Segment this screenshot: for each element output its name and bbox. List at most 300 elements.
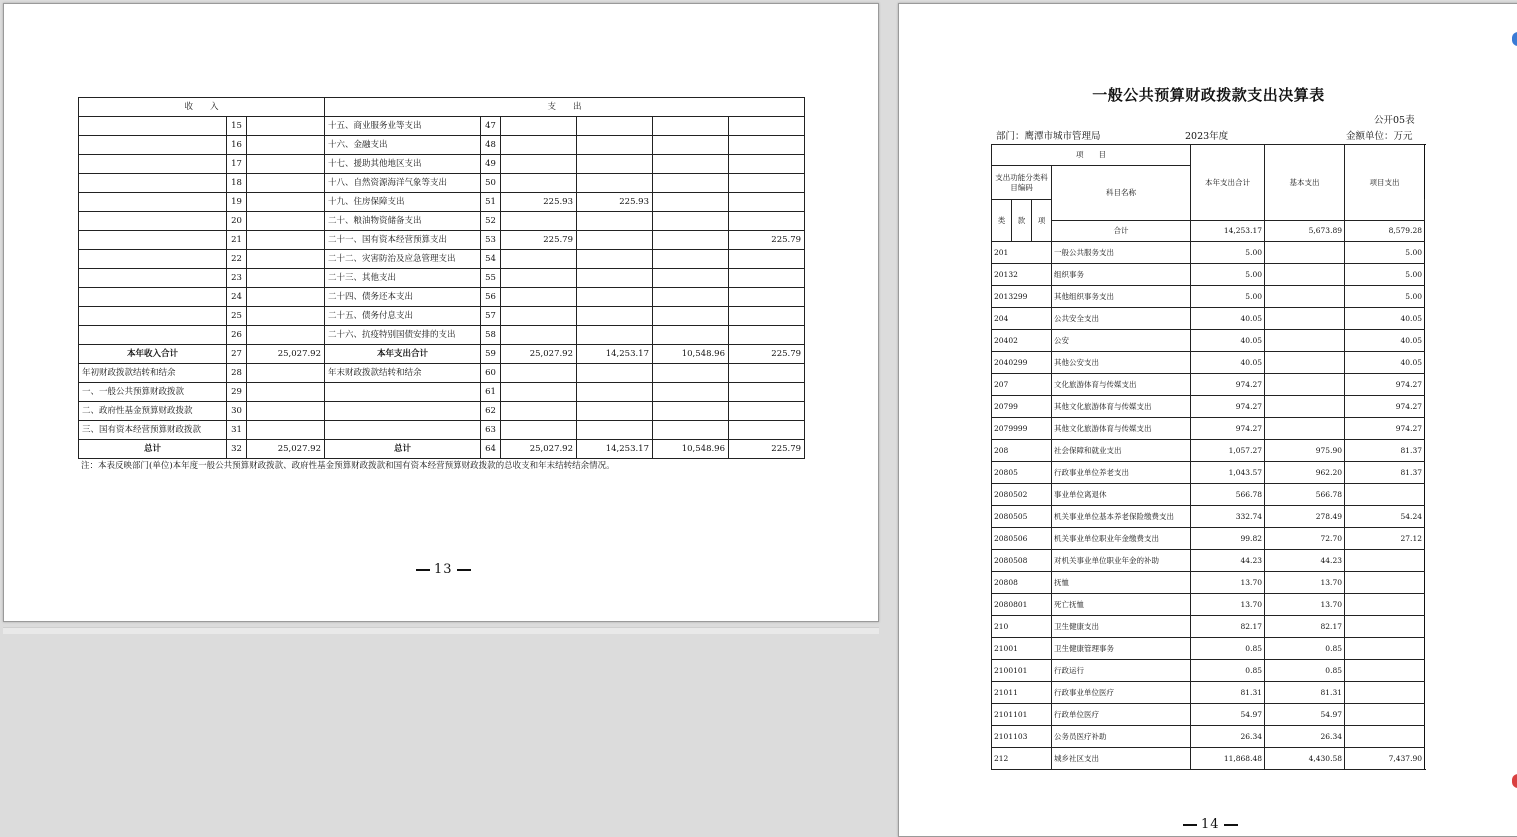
year-label: 2023年度	[1185, 131, 1229, 142]
cell-b	[1265, 308, 1345, 330]
cell-v4	[729, 212, 805, 231]
cell-b: 26.34	[1265, 726, 1345, 748]
cell-code: 21001	[992, 638, 1052, 660]
cell-v4	[729, 307, 805, 326]
cell-lv	[247, 174, 325, 193]
cell-li: 本年收入合计	[79, 345, 227, 364]
cell-lv	[247, 136, 325, 155]
cell-lv: 25,027.92	[247, 440, 325, 459]
cell-name: 卫生健康管理事务	[1052, 638, 1191, 660]
cell-name: 其他文化旅游体育与传媒支出	[1052, 418, 1191, 440]
cell-b: 13.70	[1265, 594, 1345, 616]
cell-code: 2101103	[992, 726, 1052, 748]
cell-v2	[577, 307, 653, 326]
cell-li	[79, 193, 227, 212]
sum-project: 8,579.28	[1345, 221, 1425, 242]
cell-p	[1345, 638, 1425, 660]
cell-t: 0.85	[1191, 638, 1265, 660]
table-row	[79, 174, 805, 193]
cell-li: 三、国有资本经营预算财政拨款	[79, 421, 227, 440]
cell-v1	[501, 212, 577, 231]
cell-ln: 16	[227, 136, 247, 155]
cell-p	[1345, 550, 1425, 572]
cell-lv	[247, 193, 325, 212]
cell-name: 抚恤	[1052, 572, 1191, 594]
cell-name: 组织事务	[1052, 264, 1191, 286]
cell-t: 332.74	[1191, 506, 1265, 528]
cell-v3	[653, 421, 729, 440]
cell-lv	[247, 383, 325, 402]
cell-b	[1265, 374, 1345, 396]
cell-code: 20805	[992, 462, 1052, 484]
cell-code: 201	[992, 242, 1052, 264]
cell-name: 公安	[1052, 330, 1191, 352]
cell-name: 行政运行	[1052, 660, 1191, 682]
unit-label: 金额单位：万元	[1346, 131, 1413, 142]
cell-rt: 二十二、灾害防治及应急管理支出	[325, 250, 481, 269]
table-row	[79, 288, 805, 307]
header-lei: 类	[992, 200, 1012, 242]
cell-v3	[653, 383, 729, 402]
cell-b	[1265, 396, 1345, 418]
cell-code: 2079999	[992, 418, 1052, 440]
cell-rn: 49	[481, 155, 501, 174]
cell-v3: 10,548.96	[653, 345, 729, 364]
cell-v3	[653, 307, 729, 326]
cell-v4	[729, 421, 805, 440]
cell-rn: 57	[481, 307, 501, 326]
cell-rn: 61	[481, 383, 501, 402]
table-row	[79, 326, 805, 345]
table-row	[992, 528, 1425, 550]
table-row	[992, 660, 1425, 682]
cell-v2	[577, 136, 653, 155]
cell-rn: 64	[481, 440, 501, 459]
cell-p: 27.12	[1345, 528, 1425, 550]
cell-lv	[247, 364, 325, 383]
cell-t: 40.05	[1191, 308, 1265, 330]
cell-b	[1265, 418, 1345, 440]
side-tab-icon[interactable]	[1512, 774, 1517, 788]
income-header: 收 入	[79, 98, 325, 117]
cell-ln: 30	[227, 402, 247, 421]
cell-ln: 24	[227, 288, 247, 307]
cell-name: 社会保障和就业支出	[1052, 440, 1191, 462]
cell-lv	[247, 307, 325, 326]
cell-name: 城乡社区支出	[1052, 748, 1191, 770]
cell-name: 一般公共服务支出	[1052, 242, 1191, 264]
cell-rt: 本年支出合计	[325, 345, 481, 364]
cell-t: 5.00	[1191, 286, 1265, 308]
header-project: 项 目	[992, 145, 1191, 166]
cell-v3	[653, 364, 729, 383]
table-row	[992, 550, 1425, 572]
cell-v3	[653, 193, 729, 212]
cell-t: 44.23	[1191, 550, 1265, 572]
cell-v3	[653, 402, 729, 421]
table-row	[992, 572, 1425, 594]
cell-name: 死亡抚恤	[1052, 594, 1191, 616]
cell-name: 文化旅游体育与传媒支出	[1052, 374, 1191, 396]
cell-name: 公务员医疗补助	[1052, 726, 1191, 748]
cell-p	[1345, 682, 1425, 704]
cell-name: 机关事业单位基本养老保险缴费支出	[1052, 506, 1191, 528]
cell-t: 82.17	[1191, 616, 1265, 638]
cell-code: 207	[992, 374, 1052, 396]
cell-ln: 22	[227, 250, 247, 269]
cell-b: 4,430.58	[1265, 748, 1345, 770]
cell-p: 40.05	[1345, 330, 1425, 352]
table-row	[79, 117, 805, 136]
cell-p	[1345, 572, 1425, 594]
cell-rn: 55	[481, 269, 501, 288]
cell-code: 20799	[992, 396, 1052, 418]
cell-t: 566.78	[1191, 484, 1265, 506]
cell-t: 13.70	[1191, 572, 1265, 594]
cell-li	[79, 174, 227, 193]
cell-t: 81.31	[1191, 682, 1265, 704]
cell-t: 0.85	[1191, 660, 1265, 682]
table-row	[992, 374, 1425, 396]
cell-lv	[247, 326, 325, 345]
cell-rt: 十八、自然资源海洋气象等支出	[325, 174, 481, 193]
cell-rn: 59	[481, 345, 501, 364]
cell-v2	[577, 288, 653, 307]
cell-b	[1265, 352, 1345, 374]
cell-v3	[653, 250, 729, 269]
cell-li	[79, 231, 227, 250]
cell-name: 其他文化旅游体育与传媒支出	[1052, 396, 1191, 418]
cell-rn: 50	[481, 174, 501, 193]
cell-v2	[577, 421, 653, 440]
table-row	[79, 231, 805, 250]
table-row	[992, 418, 1425, 440]
cell-v3	[653, 326, 729, 345]
cell-v2	[577, 250, 653, 269]
cell-code: 2100101	[992, 660, 1052, 682]
header-code: 支出功能分类科目编码	[992, 166, 1052, 200]
table-row	[79, 383, 805, 402]
header-basic: 基本支出	[1265, 145, 1345, 221]
cell-rt: 二十三、其他支出	[325, 269, 481, 288]
table-row	[79, 421, 805, 440]
cell-v1	[501, 117, 577, 136]
cell-rn: 60	[481, 364, 501, 383]
cell-ln: 23	[227, 269, 247, 288]
cell-t: 974.27	[1191, 396, 1265, 418]
cell-name: 其他公安支出	[1052, 352, 1191, 374]
table-number: 公开05表	[1374, 115, 1415, 126]
cell-p	[1345, 594, 1425, 616]
table-row	[79, 212, 805, 231]
cell-v2	[577, 155, 653, 174]
cell-rt	[325, 383, 481, 402]
cell-v2	[577, 231, 653, 250]
cell-v1	[501, 402, 577, 421]
cell-p: 974.27	[1345, 418, 1425, 440]
cell-v1	[501, 155, 577, 174]
table-row	[992, 704, 1425, 726]
cell-v1: 225.79	[501, 231, 577, 250]
cell-v3	[653, 269, 729, 288]
table-row	[79, 307, 805, 326]
cell-ln: 20	[227, 212, 247, 231]
cell-ln: 18	[227, 174, 247, 193]
table-row	[992, 616, 1425, 638]
cell-v4	[729, 364, 805, 383]
cell-t: 99.82	[1191, 528, 1265, 550]
cell-rt: 二十四、债务还本支出	[325, 288, 481, 307]
table-row	[79, 136, 805, 155]
table-row	[992, 264, 1425, 286]
sum-basic: 5,673.89	[1265, 221, 1345, 242]
cell-v4: 225.79	[729, 231, 805, 250]
cell-rn: 52	[481, 212, 501, 231]
cell-v2: 14,253.17	[577, 345, 653, 364]
table-title: 一般公共预算财政拨款支出决算表	[1092, 86, 1325, 104]
cell-lv	[247, 250, 325, 269]
cell-v2	[577, 117, 653, 136]
cell-p	[1345, 704, 1425, 726]
cell-li	[79, 288, 227, 307]
cell-code: 2101101	[992, 704, 1052, 726]
cell-li	[79, 212, 227, 231]
cell-li	[79, 117, 227, 136]
cell-lv	[247, 269, 325, 288]
cell-v2: 225.93	[577, 193, 653, 212]
cell-li: 二、政府性基金预算财政拨款	[79, 402, 227, 421]
cell-code: 204	[992, 308, 1052, 330]
cell-t: 54.97	[1191, 704, 1265, 726]
cell-p: 5.00	[1345, 242, 1425, 264]
cell-rt: 十五、商业服务业等支出	[325, 117, 481, 136]
cell-b: 975.90	[1265, 440, 1345, 462]
cell-rt: 年末财政拨款结转和结余	[325, 364, 481, 383]
cell-li	[79, 269, 227, 288]
cell-rn: 62	[481, 402, 501, 421]
cell-name: 事业单位离退休	[1052, 484, 1191, 506]
cell-ln: 19	[227, 193, 247, 212]
cell-p: 40.05	[1345, 352, 1425, 374]
table-row	[79, 364, 805, 383]
table-row	[992, 462, 1425, 484]
cell-v1: 25,027.92	[501, 345, 577, 364]
cell-v4	[729, 136, 805, 155]
table-row	[992, 396, 1425, 418]
cell-p: 54.24	[1345, 506, 1425, 528]
cell-v1	[501, 307, 577, 326]
cell-v1	[501, 269, 577, 288]
cell-t: 1,043.57	[1191, 462, 1265, 484]
table-row	[992, 748, 1425, 770]
cell-v2	[577, 212, 653, 231]
cell-ln: 27	[227, 345, 247, 364]
document-page-14	[898, 3, 1517, 837]
cell-p	[1345, 484, 1425, 506]
table-row	[992, 308, 1425, 330]
cell-v2	[577, 269, 653, 288]
cell-code: 208	[992, 440, 1052, 462]
table-row	[79, 269, 805, 288]
cell-t: 974.27	[1191, 418, 1265, 440]
cell-code: 212	[992, 748, 1052, 770]
cell-v1	[501, 288, 577, 307]
cell-v4	[729, 269, 805, 288]
cell-li	[79, 155, 227, 174]
cell-name: 行政单位医疗	[1052, 704, 1191, 726]
table-row	[992, 682, 1425, 704]
cell-v4	[729, 288, 805, 307]
header-xiang: 项	[1032, 200, 1052, 242]
cell-v4	[729, 117, 805, 136]
cell-v1	[501, 421, 577, 440]
cell-ln: 17	[227, 155, 247, 174]
cell-name: 行政事业单位养老支出	[1052, 462, 1191, 484]
cell-name: 对机关事业单位职业年金的补助	[1052, 550, 1191, 572]
cell-name: 机关事业单位职业年金缴费支出	[1052, 528, 1191, 550]
table-row	[992, 484, 1425, 506]
cell-code: 2080505	[992, 506, 1052, 528]
cell-t: 40.05	[1191, 330, 1265, 352]
cell-v1	[501, 136, 577, 155]
cell-v3: 10,548.96	[653, 440, 729, 459]
page-gap-strip	[3, 627, 879, 634]
cell-ln: 31	[227, 421, 247, 440]
table-row	[79, 250, 805, 269]
page-number: 14	[1179, 817, 1242, 832]
cell-lv	[247, 117, 325, 136]
cell-v1	[501, 326, 577, 345]
cell-p: 40.05	[1345, 308, 1425, 330]
table-row	[79, 193, 805, 212]
cell-code: 20132	[992, 264, 1052, 286]
cell-rn: 58	[481, 326, 501, 345]
cell-b: 81.31	[1265, 682, 1345, 704]
cell-li: 一、一般公共预算财政拨款	[79, 383, 227, 402]
expenditure-table	[991, 144, 1425, 770]
cell-v4: 225.79	[729, 345, 805, 364]
cell-lv	[247, 421, 325, 440]
cell-v3	[653, 288, 729, 307]
table-row	[992, 506, 1425, 528]
cell-t: 40.05	[1191, 352, 1265, 374]
cell-v4	[729, 326, 805, 345]
side-tab-icon[interactable]	[1512, 32, 1517, 46]
cell-ln: 32	[227, 440, 247, 459]
header-total: 本年支出合计	[1191, 145, 1265, 221]
cell-li	[79, 136, 227, 155]
cell-v3	[653, 231, 729, 250]
cell-v3	[653, 212, 729, 231]
cell-p	[1345, 726, 1425, 748]
cell-v2: 14,253.17	[577, 440, 653, 459]
cell-v1	[501, 250, 577, 269]
cell-code: 2013299	[992, 286, 1052, 308]
cell-v4	[729, 402, 805, 421]
cell-v2	[577, 383, 653, 402]
table-row	[79, 345, 805, 364]
cell-b: 13.70	[1265, 572, 1345, 594]
cell-b: 72.70	[1265, 528, 1345, 550]
cell-name: 公共安全支出	[1052, 308, 1191, 330]
cell-v4	[729, 174, 805, 193]
cell-rt: 二十、粮油物资储备支出	[325, 212, 481, 231]
cell-rn: 63	[481, 421, 501, 440]
cell-rt: 二十一、国有资本经营预算支出	[325, 231, 481, 250]
cell-v3	[653, 155, 729, 174]
page-number: 13	[412, 562, 475, 577]
table-row	[992, 242, 1425, 264]
cell-li	[79, 250, 227, 269]
table-row	[992, 330, 1425, 352]
cell-t: 13.70	[1191, 594, 1265, 616]
cell-code: 2080506	[992, 528, 1052, 550]
cell-rn: 56	[481, 288, 501, 307]
cell-rt: 二十五、债务付息支出	[325, 307, 481, 326]
cell-v4	[729, 155, 805, 174]
cell-p: 7,437.90	[1345, 748, 1425, 770]
cell-t: 11,868.48	[1191, 748, 1265, 770]
cell-v1: 25,027.92	[501, 440, 577, 459]
cell-lv	[247, 155, 325, 174]
cell-lv: 25,027.92	[247, 345, 325, 364]
cell-b	[1265, 242, 1345, 264]
cell-li	[79, 326, 227, 345]
cell-p: 81.37	[1345, 462, 1425, 484]
table-row	[992, 726, 1425, 748]
cell-b: 0.85	[1265, 660, 1345, 682]
cell-v4	[729, 193, 805, 212]
expense-header: 支 出	[325, 98, 805, 117]
table-row	[79, 440, 805, 459]
cell-lv	[247, 288, 325, 307]
cell-b: 0.85	[1265, 638, 1345, 660]
cell-li	[79, 307, 227, 326]
table-row	[79, 402, 805, 421]
cell-code: 2040299	[992, 352, 1052, 374]
cell-v2	[577, 402, 653, 421]
cell-t: 1,057.27	[1191, 440, 1265, 462]
cell-li: 年初财政拨款结转和结余	[79, 364, 227, 383]
cell-b	[1265, 286, 1345, 308]
cell-p	[1345, 660, 1425, 682]
cell-v4: 225.79	[729, 440, 805, 459]
department-label: 部门：鹰潭市城市管理局	[996, 131, 1101, 142]
cell-b: 278.49	[1265, 506, 1345, 528]
cell-v2	[577, 326, 653, 345]
cell-b: 566.78	[1265, 484, 1345, 506]
cell-t: 974.27	[1191, 374, 1265, 396]
cell-code: 2080508	[992, 550, 1052, 572]
cell-p	[1345, 616, 1425, 638]
cell-rt: 十九、住房保障支出	[325, 193, 481, 212]
cell-v3	[653, 174, 729, 193]
table-row	[992, 286, 1425, 308]
cell-b: 82.17	[1265, 616, 1345, 638]
cell-v1	[501, 383, 577, 402]
cell-b: 962.20	[1265, 462, 1345, 484]
cell-p: 81.37	[1345, 440, 1425, 462]
cell-v1	[501, 364, 577, 383]
sum-label: 合计	[1052, 221, 1191, 242]
header-name: 科目名称	[1052, 166, 1191, 221]
cell-rt: 十六、金融支出	[325, 136, 481, 155]
cell-rn: 47	[481, 117, 501, 136]
income-expense-table	[78, 97, 805, 459]
cell-b	[1265, 264, 1345, 286]
cell-ln: 25	[227, 307, 247, 326]
cell-p: 974.27	[1345, 374, 1425, 396]
